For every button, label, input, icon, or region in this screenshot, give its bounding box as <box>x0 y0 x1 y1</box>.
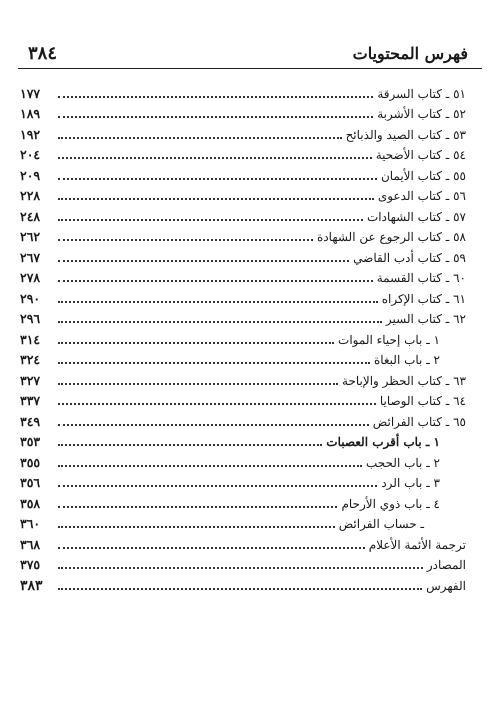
toc-entry-title: ١ ـ باب أقرب العصبات <box>326 435 440 449</box>
toc-entry-page: ٣٥٦ <box>20 475 41 490</box>
toc-entry-page: ٣٧٥ <box>20 557 41 572</box>
toc-entry-title: ٥٦ ـ كتاب الدعوى <box>377 189 466 203</box>
dot-leader <box>58 301 378 303</box>
page-header <box>18 38 482 69</box>
toc-entry-page: ٣٢٧ <box>20 372 41 388</box>
dot-leader <box>58 137 342 139</box>
dot-leader <box>58 383 338 385</box>
toc-entry-title: ترجمة الأئمة الأعلام <box>368 537 466 552</box>
dot-leader <box>58 239 313 241</box>
toc-entry-page: ٣١٤ <box>20 331 41 347</box>
toc-entry-title: ٥٤ ـ كتاب الأضحية <box>375 148 466 162</box>
dot-leader <box>58 178 377 180</box>
dot-leader <box>58 362 370 364</box>
header-title: فهرس المحتويات <box>352 43 468 63</box>
toc-entry-title: ٥٣ ـ كتاب الصيد والذبائح <box>345 127 466 142</box>
toc-entry-page: ٢٦٢ <box>20 229 41 244</box>
toc-entry <box>18 122 482 143</box>
toc-subentry <box>18 471 482 492</box>
toc-entry-title: ٦٥ ـ كتاب الفرائض <box>372 414 466 429</box>
toc-entry-title: ٦٠ ـ كتاب القسمة <box>376 271 466 285</box>
dot-leader <box>58 260 349 262</box>
toc-entry-page: ٣٨٣ <box>20 577 43 594</box>
dot-leader <box>58 219 363 221</box>
toc-entry-page: ٣٦٠ <box>20 516 41 531</box>
toc-entry <box>18 409 482 430</box>
toc-entry-title: ٥٥ ـ كتاب الأيمان <box>380 168 466 183</box>
table-of-contents <box>18 81 482 594</box>
dot-leader <box>58 485 377 487</box>
toc-entry-title: ٦٤ ـ كتاب الوصايا <box>379 394 466 408</box>
toc-subentry <box>18 430 482 451</box>
toc-entry-title: ٦١ ـ كتاب الإكراه <box>381 291 466 306</box>
toc-entry <box>18 266 482 287</box>
dot-leader <box>58 526 335 528</box>
dot-leader <box>58 198 374 200</box>
toc-entry-page: ٣٥٣ <box>20 434 41 449</box>
toc-entry-title: ٦٣ ـ كتاب الحظر والإباحة <box>342 373 466 388</box>
toc-entry-page: ٢٢٨ <box>20 188 41 203</box>
toc-entry-title: ٥٧ ـ كتاب الشهادات <box>367 209 466 224</box>
toc-entry-title: ٥٢ ـ كتاب الأشربة <box>377 107 466 121</box>
toc-entry-page: ٣٣٧ <box>20 393 41 408</box>
dot-leader <box>58 588 422 590</box>
toc-entry <box>18 184 482 205</box>
toc-entry-page: ٢٠٤ <box>20 147 41 162</box>
toc-entry-title: المصادر <box>426 558 466 572</box>
dot-leader <box>58 403 376 405</box>
toc-entry-page: ٢٩٠ <box>20 290 41 306</box>
toc-entry-title: ـ حساب الفرائض <box>338 517 424 531</box>
toc-entry <box>18 163 482 184</box>
dot-leader <box>58 321 382 323</box>
toc-entry <box>18 389 482 410</box>
header-page-number: ٣٨٤ <box>28 42 58 64</box>
toc-subentry <box>18 327 482 348</box>
toc-entry-title: ٥٩ ـ كتاب أدب القاضي <box>353 250 466 265</box>
toc-entry-page: ٣٥٥ <box>20 454 41 470</box>
toc-entry-title: ١ ـ باب إحياء الموات <box>338 332 440 347</box>
toc-entry-page: ٢٦٧ <box>20 249 41 265</box>
toc-subentry <box>18 348 482 369</box>
dot-leader <box>58 116 373 118</box>
toc-entry-title: ٤ ـ باب ذوي الأرحام <box>341 496 440 511</box>
toc-entry <box>18 573 482 594</box>
toc-entry-page: ١٩٢ <box>20 126 41 142</box>
toc-entry <box>18 532 482 553</box>
toc-entry-title: ٣ ـ باب الرد <box>381 476 440 490</box>
toc-entry <box>18 143 482 164</box>
toc-entry-title: ٢ ـ باب الحجب <box>366 455 440 470</box>
dot-leader <box>58 567 423 569</box>
toc-entry-title: ٥٨ ـ كتاب الرجوع عن الشهادة <box>317 230 466 244</box>
toc-entry <box>18 225 482 246</box>
toc-entry <box>18 307 482 328</box>
toc-entry-title: ٥١ ـ كتاب السرقة <box>377 86 466 101</box>
toc-entry-page: ٢٠٩ <box>20 167 41 183</box>
toc-entry-page: ٢٧٨ <box>20 270 41 285</box>
toc-entry-page: ٣٤٩ <box>20 413 41 429</box>
dot-leader <box>58 96 373 98</box>
toc-entry <box>18 245 482 266</box>
toc-entry <box>18 81 482 102</box>
toc-entry-page: ٣٦٨ <box>20 536 41 552</box>
toc-entry-page: ٢٤٨ <box>20 208 41 224</box>
dot-leader <box>58 547 365 549</box>
toc-entry-title: ٢ ـ باب البغاة <box>373 353 440 367</box>
toc-entry-page: ١٨٩ <box>20 106 41 121</box>
toc-subentry <box>18 450 482 471</box>
toc-subentry <box>18 491 482 512</box>
toc-entry-page: ٣٢٤ <box>20 352 41 367</box>
toc-entry <box>18 102 482 123</box>
dot-leader <box>58 506 337 508</box>
dot-leader <box>58 342 334 344</box>
dot-leader <box>58 444 322 446</box>
dot-leader <box>58 465 362 467</box>
toc-entry-title: ٦٢ ـ كتاب السير <box>385 312 466 326</box>
toc-subentry <box>18 512 482 533</box>
dot-leader <box>58 424 369 426</box>
toc-entry <box>18 204 482 225</box>
dot-leader <box>58 280 373 282</box>
toc-entry <box>18 286 482 307</box>
toc-entry-page: ٣٥٨ <box>20 495 41 511</box>
toc-entry-title: الفهرس <box>426 578 466 593</box>
toc-entry <box>18 368 482 389</box>
toc-entry-page: ٢٩٦ <box>20 311 41 326</box>
toc-entry <box>18 553 482 574</box>
toc-entry-page: ١٧٧ <box>20 85 41 101</box>
dot-leader <box>58 157 372 159</box>
